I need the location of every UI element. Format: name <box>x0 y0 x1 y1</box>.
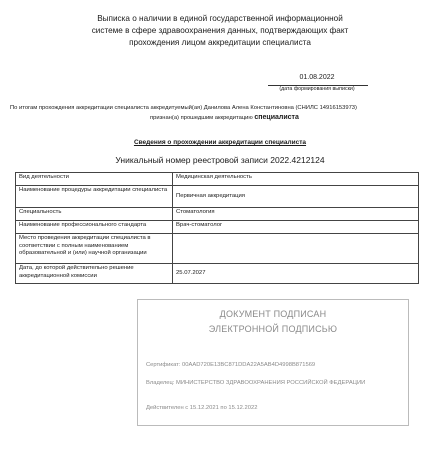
registry-number: Уникальный номер реестровой записи 2022.4212124 <box>115 155 325 165</box>
row-label: Специальность <box>16 208 173 221</box>
signature-title-2: ЭЛЕКТРОННОЙ ПОДПИСЬЮ <box>208 324 338 334</box>
row-value: Врач-стоматолог <box>173 221 419 234</box>
section-title: Сведения о прохождении аккредитации специалиста <box>133 139 307 146</box>
title-line-1: Выписка о наличии в единой государственной информационной <box>97 14 343 23</box>
table-row <box>16 186 419 208</box>
issue-date-caption: (дата формирования выписки) <box>279 86 355 92</box>
row-label: Вид деятельности <box>16 173 173 186</box>
table-row <box>16 173 419 186</box>
table-row <box>16 208 419 221</box>
row-label: Место проведения аккредитации специалиста в соответствии с полным наименованием образовательной и (или) научной организации <box>16 234 173 264</box>
row-label: Наименование профессионального стандарта <box>16 221 173 234</box>
row-value: Стоматология <box>173 208 419 221</box>
row-value: Первичная аккредитация <box>173 186 419 208</box>
statement-line-1: По итогам прохождения аккредитации специалиста аккредитуемый(ая) Данилова Алена Константиновна (СНИЛС 14916153973) <box>10 105 357 111</box>
row-value: 25.07.2027 <box>173 264 419 284</box>
electronic-signature-stamp <box>137 299 409 426</box>
table-row <box>16 264 419 284</box>
row-value: Медицинская деятельность <box>173 173 419 186</box>
table-row <box>16 234 419 264</box>
statement-line-2 <box>150 113 299 123</box>
document-title <box>60 13 380 49</box>
signature-owner: Владелец: МИНИСТЕРСТВО ЗДРАВООХРАНЕНИЯ РОССИЙСКОЙ ФЕДЕРАЦИИ <box>146 380 366 386</box>
row-value <box>173 234 419 264</box>
row-label: Наименование процедуры аккредитации специалиста <box>16 186 173 208</box>
issue-date: 01.08.2022 <box>299 74 335 81</box>
table-row <box>16 221 419 234</box>
statement-line-2-text: признан(а) прошедшим аккредитацию <box>150 115 253 121</box>
accreditation-table <box>15 172 419 284</box>
signature-certificate: Сертификат: 00AAD720E13BC871DDA22A5AB4D4998B871569 <box>146 362 316 368</box>
statement-specialist-word: специалиста <box>254 114 299 121</box>
signature-title-1: ДОКУМЕНТ ПОДПИСАН <box>219 309 327 319</box>
row-label: Дата, до которой действительно решение аккредитационной комиссии <box>16 264 173 284</box>
title-line-2: системе в сфере здравоохранения данных, подтверждающих факт <box>91 26 349 35</box>
signature-validity: Действителен с 15.12.2021 по 15.12.2022 <box>146 405 258 411</box>
title-line-3: прохождения лицом аккредитации специалиста <box>129 38 311 47</box>
